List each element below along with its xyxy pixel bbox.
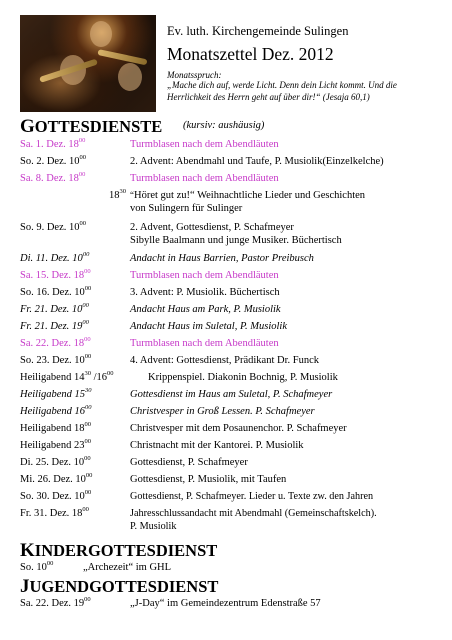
header-photo xyxy=(20,15,156,112)
section-note-kursiv: (kursiv: aushäusig) xyxy=(183,120,265,131)
section-heading-kindergottesdienst: KINDERGOTTESDIENST xyxy=(20,540,218,561)
section-heading-jugendgottesdienst: JUGENDGOTTESDIENST xyxy=(20,576,219,597)
monthly-verse-text: „Mache dich auf, werde Licht. Denn dein Licht kommt. Und die Herrlichkeit des Herrn geht auf über dir!“ (Jesaja 60,1) xyxy=(167,80,397,102)
section-heading-gottesdienste: GOTTESDIENSTE xyxy=(20,116,163,137)
monthly-verse-label: Monatsspruch: xyxy=(167,70,222,80)
church-name: Ev. luth. Kirchengemeinde Sulingen xyxy=(167,24,349,38)
page-title: Monatszettel Dez. 2012 xyxy=(167,44,334,64)
